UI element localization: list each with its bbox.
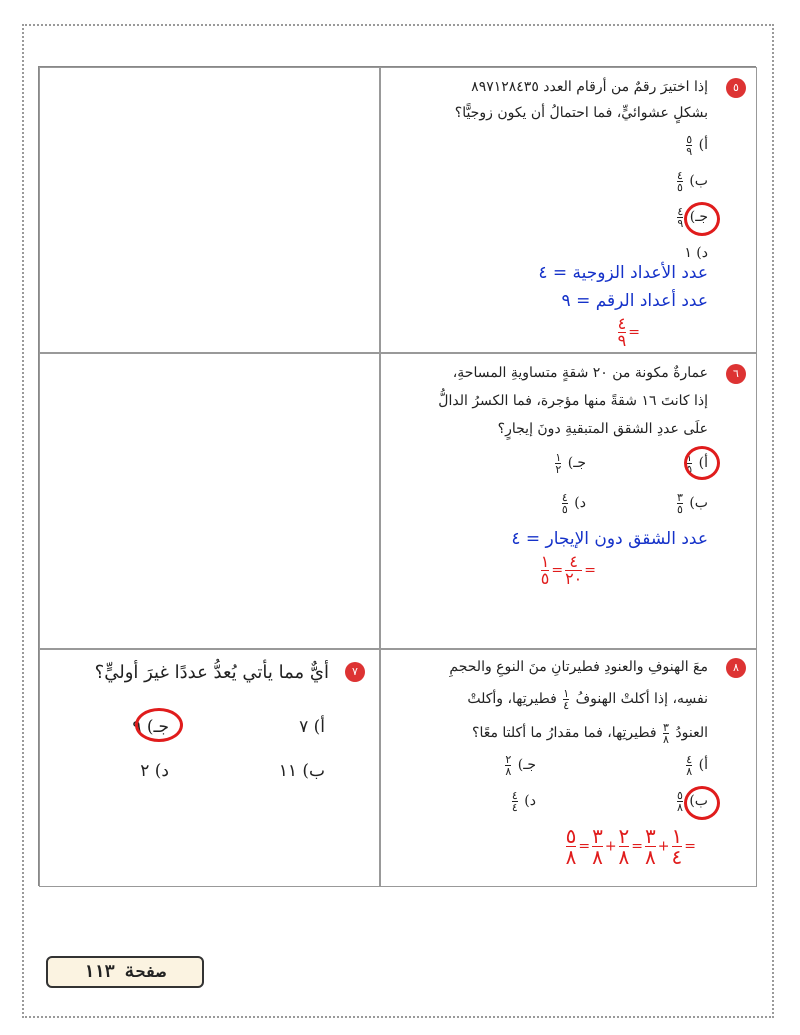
option-b: ب) $\frac{٥}{٨}$ [676, 788, 708, 814]
option-b: ب) $\frac{٣}{٥}$ [676, 490, 708, 516]
question-8-line1: معَ الهنوفِ والعنودِ فطيرتانِ منَ النوعِ والحجمِ [449, 659, 708, 675]
question-6-line3: علَى عددِ الشقق المتبقيةِ دونَ إيجارٍ؟ [497, 421, 708, 437]
answer-circle [135, 708, 183, 742]
question-number-badge: ٧ [345, 662, 365, 682]
question-8-line2: نفسِه، إذا أكلتْ الهنوفُ $\frac{١}{٤}$ فطيرتِها، وأكلتْ [467, 686, 708, 712]
option-d: د) ٢ [140, 761, 169, 781]
question-number-badge: ٦ [726, 364, 746, 384]
option-c: جـ) $\frac{١}{٢}$ [555, 450, 586, 476]
option-a: أ) $\frac{٥}{٩}$ [686, 132, 708, 158]
option-b: ب) ١١ [278, 761, 325, 781]
option-a: أ) ٧ [299, 717, 325, 737]
question-6-line2: إذا كانتَ ١٦ شقةً منها مؤجرة، فما الكسرُ الدالُّ [438, 393, 708, 409]
option-c: جـ) $\frac{٢}{٨}$ [505, 752, 536, 778]
answer-circle [684, 202, 720, 236]
answer-fraction: $\frac{٤}{٩}$ = [617, 314, 640, 350]
work-vacant-count: عدد الشقق دون الإيجار = ٤ [511, 529, 708, 549]
work-digit-count: عدد أعداد الرقم = ٩ [561, 291, 708, 311]
answer-circle [684, 786, 720, 820]
option-d: د) $\frac{٤}{٤}$ [511, 788, 536, 814]
work-even-count: عدد الأعداد الزوجية = ٤ [538, 263, 708, 283]
option-b: ب) $\frac{٤}{٥}$ [676, 168, 708, 194]
option-a: أ) $\frac{١}{٥}$ [686, 450, 708, 476]
question-7-line1: أيٌّ مما يأتي يُعدُّ عددًا غيرَ أوليٍّ؟ [94, 662, 329, 683]
questions-grid [38, 66, 756, 886]
question-5-line2: بشكلٍ عشوائيٍّ، فما احتمالُ أن يكون زوجيًّا؟ [454, 105, 708, 121]
question-8-line3: العنودُ $\frac{٣}{٨}$ فطيرتِها، فما مقدارُ ما أكلتا معًا؟ [472, 720, 708, 746]
answer-fraction: $\frac{١}{٥}$ = $\frac{٤}{٢٠}$ = [540, 552, 596, 588]
option-a: أ) $\frac{٤}{٨}$ [686, 752, 708, 778]
answer-circle [684, 446, 720, 480]
question-number-badge: ٥ [726, 78, 746, 98]
answer-fraction: $\frac{٥}{٨}$ = $\frac{٣}{٨}$ + $\frac{٢}{٨}$ = $\frac{٣}{٨}$ + $\frac{١}{٤}$ = [565, 824, 696, 869]
question-5-line1: إذا اختيرَ رقمٌ من أرقام العدد ٨٩٧١٢٨٤٣٥ [471, 79, 708, 95]
question-7-cell [39, 649, 380, 887]
empty-cell [39, 67, 380, 353]
question-5-cell [380, 67, 757, 353]
question-6-line1: عمارةٌ مكونة من ٢٠ شقةٍ متساويةِ المساحةِ، [452, 365, 708, 381]
option-c: جـ) ٩ [132, 717, 169, 737]
empty-cell [39, 353, 380, 649]
option-c: جـ) $\frac{٤}{٩}$ [677, 204, 708, 230]
page-number-tag: صفحة ١١٣ [46, 956, 204, 988]
question-number-badge: ٨ [726, 658, 746, 678]
question-8-cell [380, 649, 757, 887]
option-d: د) $\frac{٤}{٥}$ [561, 490, 586, 516]
question-6-cell [380, 353, 757, 649]
option-d: د) ١ [684, 245, 708, 261]
